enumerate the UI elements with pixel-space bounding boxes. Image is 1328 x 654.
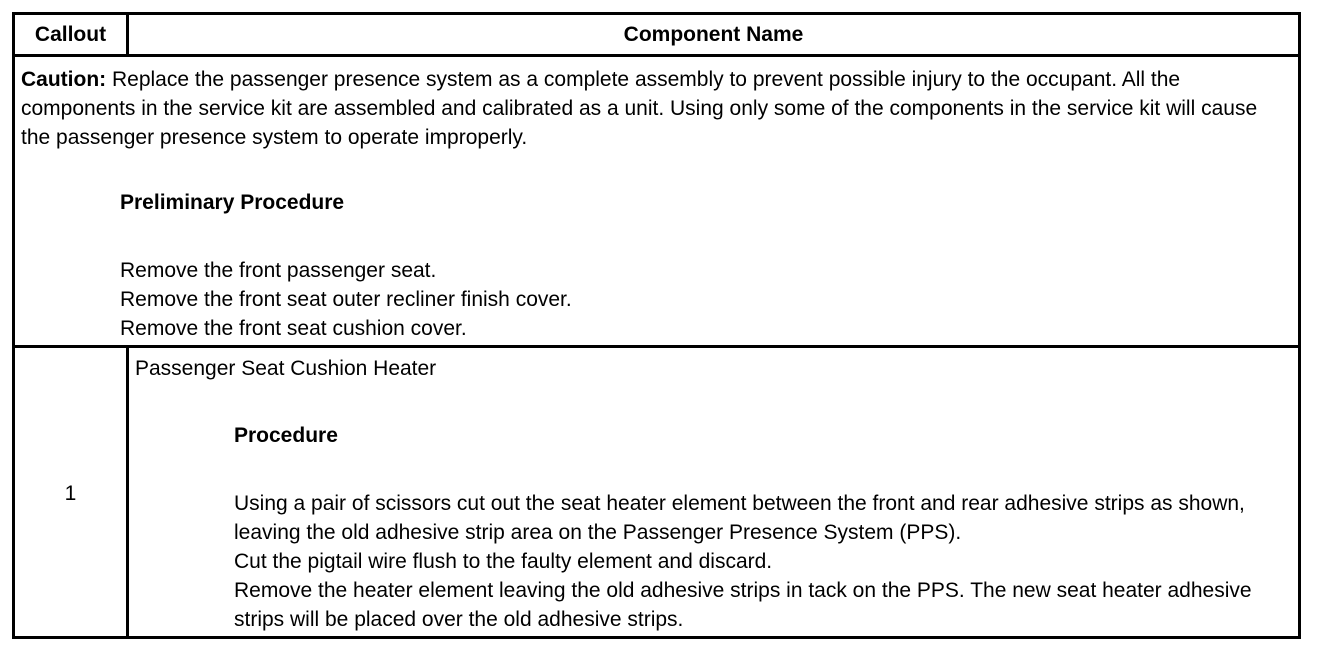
caution-row (15, 57, 1298, 348)
caution-label: Caution: (21, 68, 107, 91)
component-name: Passenger Seat Cushion Heater (135, 357, 437, 380)
item-component-cell (129, 348, 1298, 636)
preliminary-procedure-title: Preliminary Procedure (120, 191, 345, 214)
caution-notice (21, 65, 1281, 152)
preliminary-steps (120, 256, 572, 343)
caution-text: Replace the passenger presence system as a complete assembly to prevent possible injury to the occupant. All the components in the service kit are assembled and calibrated as a unit. Using only some of the components in the service kit will cause the passenger presence system to operate improperly. (21, 68, 1258, 149)
preliminary-step: Remove the front seat outer recliner finish cover. (120, 288, 572, 311)
table-row (15, 348, 1298, 636)
header-callout: Callout (15, 15, 129, 54)
table-header-row (15, 15, 1298, 57)
item-callout-cell (15, 348, 129, 636)
preliminary-step: Remove the front seat cushion cover. (120, 317, 467, 340)
procedure-step: Remove the heater element leaving the old adhesive strips in tack on the PPS. The new seat heater adhesive strips will be placed over the old adhesive strips. (234, 579, 1252, 631)
procedure-step: Using a pair of scissors cut out the seat heater element between the front and rear adhesive strips as shown, leaving the old adhesive strip area on the Passenger Presence System (PPS). (234, 492, 1245, 544)
procedure-title: Procedure (234, 424, 338, 447)
preliminary-step: Remove the front passenger seat. (120, 259, 437, 282)
item-callout-number: 1 (64, 482, 77, 505)
procedure-step: Cut the pigtail wire flush to the faulty element and discard. (234, 550, 773, 573)
header-component-name: Component Name (623, 23, 804, 46)
component-table (12, 12, 1301, 639)
procedure-steps (234, 489, 1299, 634)
